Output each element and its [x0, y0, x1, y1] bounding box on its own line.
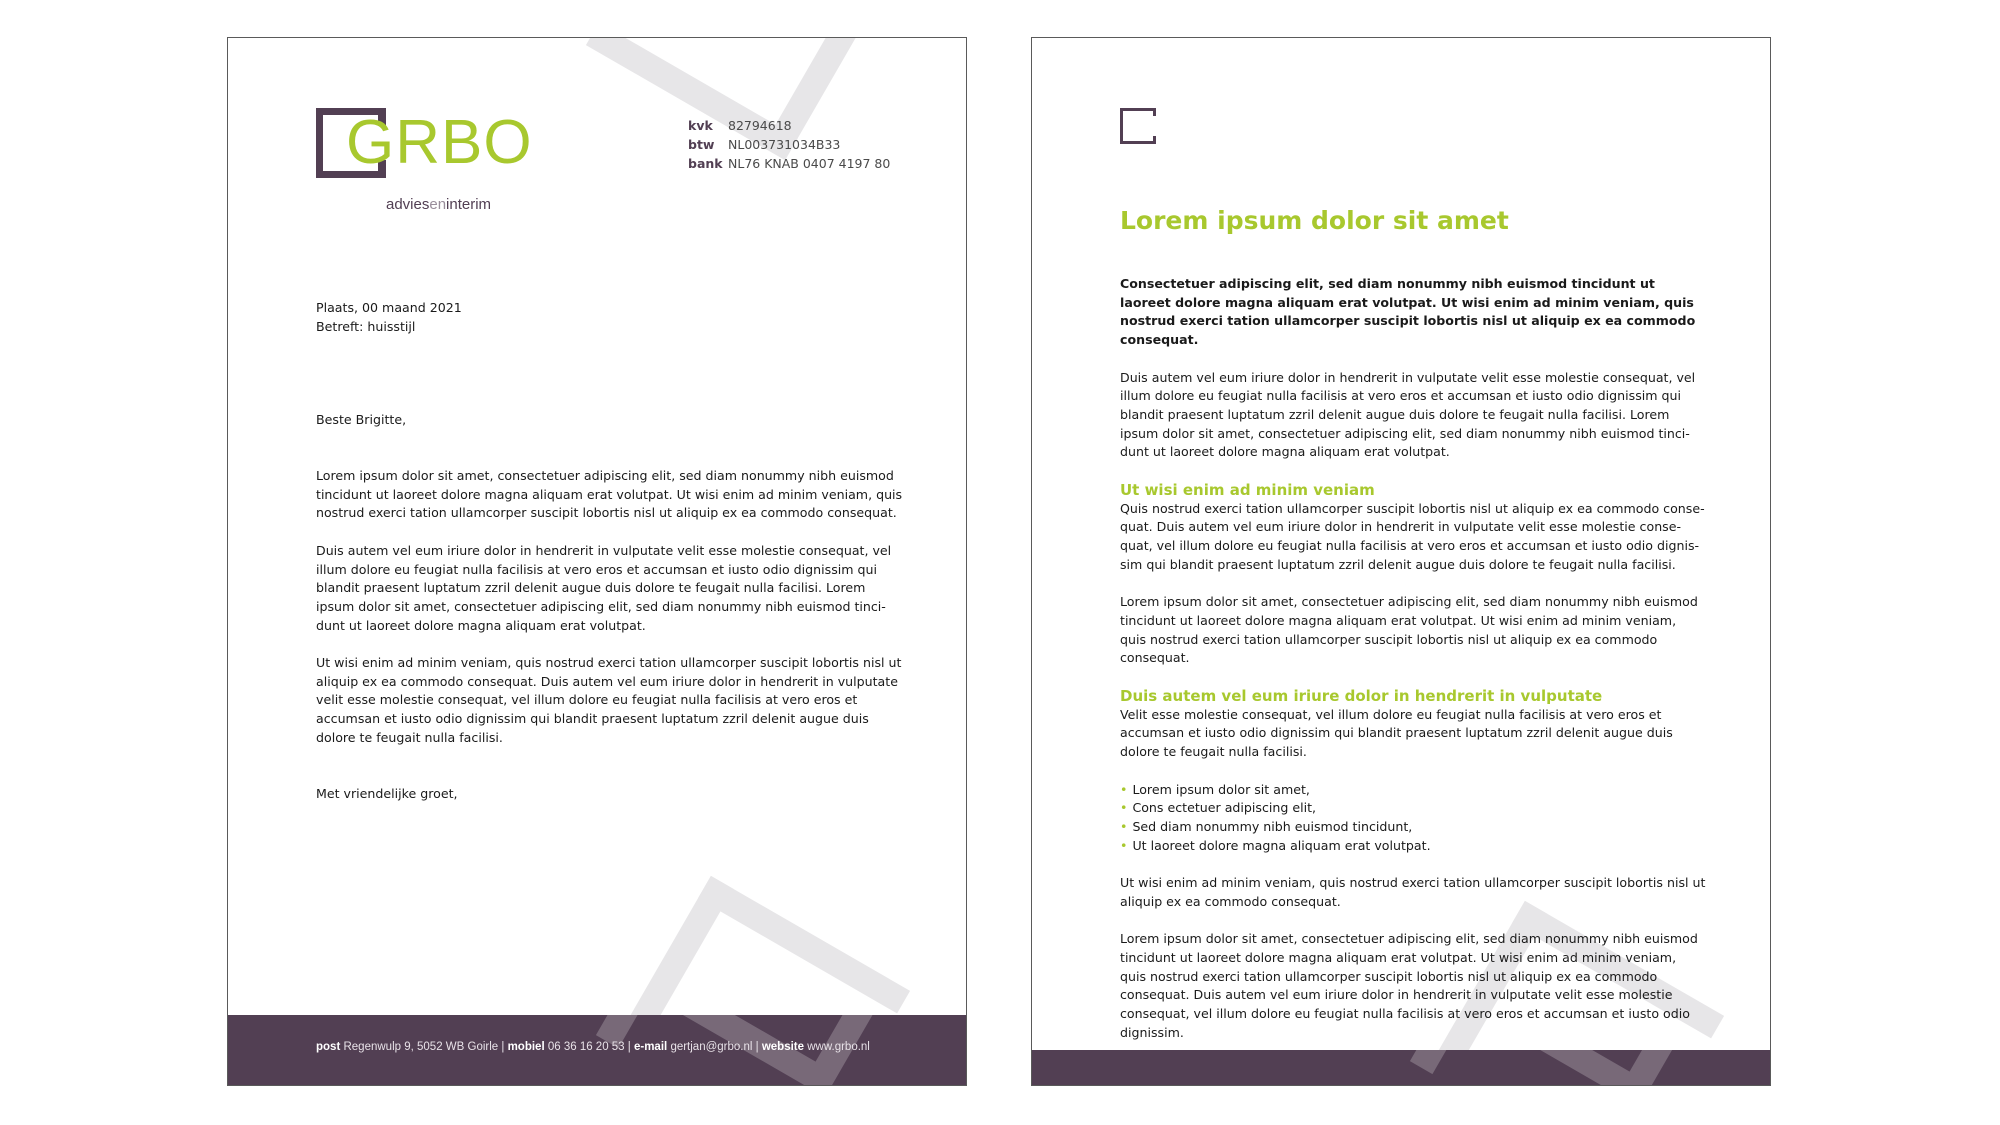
section1-paragraph-2: Lorem ipsum dolor sit amet, consectetuer adipiscing elit, sed diam nonummy nibh euismod tincidunt ut laoreet dolore magna aliquam erat volutpat. Ut wisi enim ad minim veniam, quis nostrud exerci tation ullamcorper suscipit lobortis nisl ut aliquip ex ea commodo consequat. [1120, 594, 1698, 666]
section1-paragraph: Quis nostrud exerci tation ullamcorper suscipit lobortis nisl ut aliquip ex ea commodo conse-quat. Duis autem vel eum iriure dolor in hendrerit in vulputate velit esse molestie conse-quat, vel illum dolore eu feugiat nulla facilisis at vero eros et accumsan et iusto odio dignis-sim qui blandit praesent luptatum zzril delenit augue duis dolore te feugait nulla facilisi. [1120, 500, 1705, 572]
section-heading-1: Ut wisi enim ad minim veniam [1120, 480, 1375, 499]
footer-mobile-label: mobiel [507, 1041, 545, 1053]
bullet-item: • Cons ectetuer adipiscing elit, [1120, 799, 1706, 818]
bullet-item: • Sed diam nonummy nibh euismod tincidunt, [1120, 818, 1706, 837]
footer-email-label: e-mail [633, 1041, 668, 1053]
document-footer-bar [1032, 1050, 1770, 1085]
footer-mobile-value: 06 36 16 20 53 [547, 1041, 625, 1053]
closing-paragraph: Lorem ipsum dolor sit amet, consectetuer adipiscing elit, sed diam nonummy nibh euismod tincidunt ut laoreet dolore magna aliquam erat volutpat. Ut wisi enim ad minim veniam, quis nostrud exerci tation ullamcorper suscipit lobortis nisl ut aliquip ex ea commodo consequat. Duis autem vel eum iriure dolor in hendrerit in vulputate velit esse molestie consequat, vel illum dolore eu feugiat nulla facilisis at vero eros et accumsan et iusto odio dignissim. [1120, 931, 1698, 1040]
meta-row-btw [688, 135, 890, 154]
letter-body [316, 467, 904, 766]
logo-wordmark: GRBO [346, 108, 533, 177]
tagline-interim: interim [446, 196, 492, 213]
bullet-item: • Ut laoreet dolore magna aliquam erat volutpat. [1120, 837, 1706, 856]
section-heading-2: Duis autem vel eum iriure dolor in hendrerit in vulputate [1120, 686, 1603, 705]
letter-paragraph: Duis autem vel eum iriure dolor in hendrerit in vulputate velit esse molestie consequat, vel illum dolore eu feugiat nulla facilisis at vero eros et accumsan et iusto odio dignissim qui blandit praesent luptatum zzril delenit augue duis dolore te feugait nulla facilisi. Lorem ipsum dolor sit amet, consectetuer adipiscing elit, sed diam nonummy nibh euismod tinci-dunt ut laoreet dolore magna aliquam erat volutpat. [316, 542, 892, 633]
letter-paragraph: Lorem ipsum dolor sit amet, consectetuer adipiscing elit, sed diam nonummy nibh euismod tincidunt ut laoreet dolore magna aliquam erat volutpat. Ut wisi enim ad minim veniam, quis nostrud exerci tation ullamcorper suscipit lobortis nisl ut aliquip ex ea commodo consequat. [316, 468, 903, 521]
separator: | [624, 1041, 634, 1053]
document-title: Lorem ipsum dolor sit amet [1120, 206, 1509, 235]
letter-paragraph: Ut wisi enim ad minim veniam, quis nostrud exerci tation ullamcorper suscipit lobortis nisl ut aliquip ex ea commodo consequat. Duis autem vel eum iriure dolor in hendrerit in vulputate velit esse molestie consequat, vel illum dolore eu feugiat nulla facilisis at vero eros et accumsan et iusto odio dignissim qui blandit praesent luptatum zzril delenit augue duis dolore te feugait nulla facilisi. [316, 655, 902, 745]
letterhead-page [227, 37, 967, 1086]
section2-paragraph: Velit esse molestie consequat, vel illum dolore eu feugiat nulla facilisis at vero eros et accumsan et iusto odio dignissim qui blandit praesent luptatum zzril delenit augue duis dolore te feugait nulla facilisi. [1120, 706, 1673, 760]
subject-line: Betreft: huisstijl [316, 318, 416, 334]
meta-value: 82794618 [728, 118, 792, 133]
footer-website-label: website [761, 1041, 805, 1053]
lead-paragraph: Consectetuer adipiscing elit, sed diam nonummy nibh euismod tincidunt ut laoreet dolore magna aliquam erat volutpat. Ut wisi enim ad minim veniam, quis nostrud exerci tation ullamcorper suscipit lobortis nisl ut aliquip ex ea commodo consequat. [1120, 276, 1696, 348]
after-bullets-paragraph: Ut wisi enim ad minim veniam, quis nostrud exerci tation ullamcorper suscipit lobortis nisl ut aliquip ex ea commodo consequat. [1120, 875, 1706, 909]
meta-value: NL003731034B33 [728, 137, 841, 152]
meta-value: NL76 KNAB 0407 4197 80 [728, 156, 891, 171]
footer-email-link[interactable]: gertjan@grbo.nl [670, 1041, 753, 1053]
grbo-logo [316, 108, 533, 218]
bracket-tip-bottom [1153, 136, 1157, 144]
letter-footer [228, 1015, 966, 1085]
separator: | [752, 1041, 762, 1053]
bullet-item: • Lorem ipsum dolor sit amet, [1120, 781, 1706, 800]
tagline-advies: advies [386, 196, 430, 213]
bullet-list [1120, 781, 1706, 856]
document-page [1031, 37, 1771, 1086]
meta-row-kvk [688, 116, 890, 135]
closing-line: Met vriendelijke groet, [316, 786, 458, 801]
separator: | [498, 1041, 508, 1053]
place-date: Plaats, 00 maand 2021 [316, 300, 462, 315]
meta-label: kvk [688, 118, 713, 133]
meta-row-bank [688, 154, 890, 173]
letter-header-lines [316, 299, 916, 336]
document-body [1120, 275, 1706, 1061]
footer-contact-line [316, 1041, 870, 1053]
company-registration-info [688, 116, 890, 173]
meta-label: bank [688, 156, 723, 171]
salutation: Beste Brigitte, [316, 412, 407, 427]
bracket-tip-top [1153, 108, 1157, 116]
intro-paragraph: Duis autem vel eum iriure dolor in hendrerit in vulputate velit esse molestie consequat, vel illum dolore eu feugiat nulla facilisis at vero eros et accumsan et iusto odio dignissim qui blandit praesent luptatum zzril delenit augue duis dolore te feugait nulla facilisi. Lorem ipsum dolor sit amet, consectetuer adipiscing elit, sed diam nonummy nibh euismod tinci-dunt ut laoreet dolore magna aliquam erat volutpat. [1120, 369, 1696, 460]
footer-post-value: Regenwulp 9, 5052 WB Goirle [343, 1041, 499, 1053]
bracket-logo-icon [1120, 108, 1156, 144]
footer-post-label: post [316, 1041, 341, 1053]
tagline-en: en [429, 196, 447, 213]
logo-tagline [386, 196, 491, 213]
meta-label: btw [688, 137, 715, 152]
footer-website-link[interactable]: www.grbo.nl [807, 1041, 870, 1053]
